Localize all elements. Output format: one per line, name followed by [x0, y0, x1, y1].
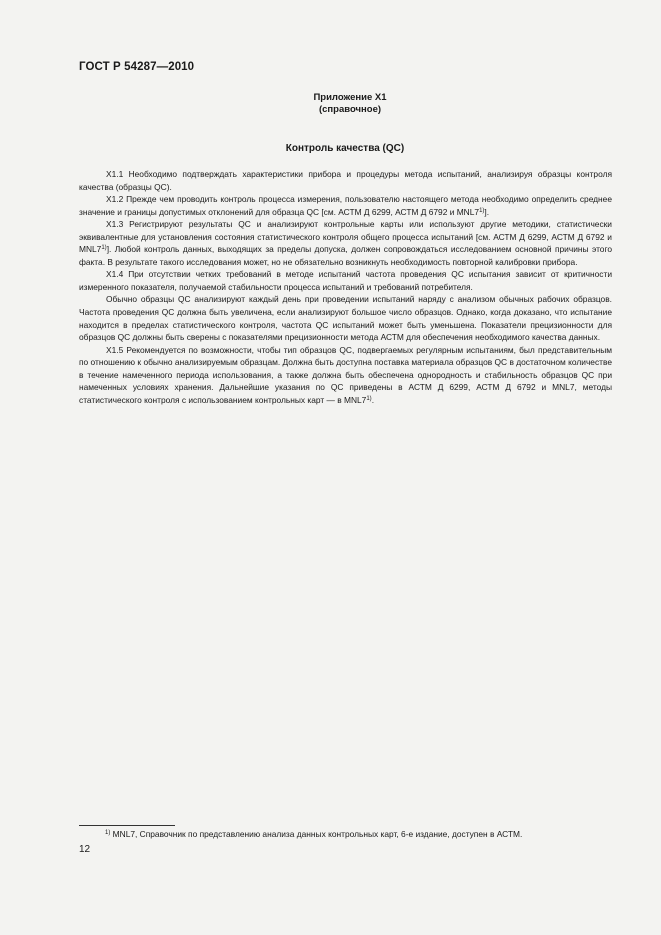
footnote-ref: 1)	[479, 207, 485, 214]
footnote	[105, 829, 625, 840]
footnote-marker: 1)	[105, 830, 111, 836]
appendix-heading	[290, 92, 410, 116]
page-number: 12	[79, 844, 91, 855]
paragraph-x1-4: X1.4 При отсутствии четких требований в методе испытаний частота проведения QC испытания зависит от критичности измеренного показателя, получаемой стабильности процесса испытаний и требований потребителя.	[79, 269, 612, 292]
body-text	[79, 168, 612, 406]
paragraph-x1-5: X1.5 Рекомендуется по возможности, чтобы тип образцов QC, подвергаемых регулярным испытаниям, был представительным по отношению к обычно анализируемым образцам. Должна быть доступна поставка материала образцов QC в достаточном количестве в течение намеченного периода использования, а также должна быть обеспечена однородность и стабильность образцов QC при намеченных условиях хранения. Дальнейшие указания по QC приведены в АСТМ Д 6299, АСТМ Д 6792 и MNL7, методы статистического контроля с использованием контрольных карт — в MNL7$^{1)}$.	[79, 344, 612, 405]
paragraph-x1-3: X1.3 Регистрируют результаты QC и анализируют контрольные карты или используют другие методики, статистически эквивалентные для установления состояния статистического контроля общего процесса испытаний [см. АСТМ Д 6299, АСТМ Д 6792 и MNL7$^{1)}$]. Любой контроль данных, выходящих за пределы допуска, должен сопровождаться исследованием основной причины этого факта. В результате такого исследования может, но не обязательно возникнуть необходимость повторной калибровки прибора.	[79, 219, 612, 267]
footnote-ref: 1)	[366, 395, 372, 402]
paragraph-x1-2: X1.2 Прежде чем проводить контроль процесса измерения, пользователю настоящего метода необходимо определить среднее значение и границы допустимых отклонений для образца QC [см. АСТМ Д 6299, АСТМ Д 6792 и MNL7$^{1)}$].	[79, 194, 612, 217]
footnote-divider	[79, 825, 175, 826]
paragraph-x1-1: X1.1 Необходимо подтверждать характеристики прибора и процедуры метода испытаний, анализируя образцы контроля качества (образцы QC).	[79, 169, 612, 192]
standard-code: ГОСТ Р 54287—2010	[79, 61, 195, 73]
appendix-subtitle: (справочное)	[318, 104, 382, 115]
footnote-ref: 1)	[101, 245, 107, 252]
footnote-text: MNL7, Справочник по представлению анализа данных контрольных карт, 6-е издание, доступен в АСТМ.	[110, 829, 523, 839]
section-title: Контроль качества (QC)	[285, 143, 405, 154]
appendix-title: Приложение X1	[313, 92, 387, 103]
paragraph-qc-frequency: Обычно образцы QC анализируют каждый день при проведении испытаний наряду с анализом обычных рабочих образцов. Частота проведения QC должна быть увеличена, если анализируют большое число образцов. Однако, когда доказано, что испытание находится в пределах статистического контроля, частота QC испытаний может быть уменьшена. Показатели прецизионности для образцов QC должны быть сверены с показателями прецизионности метода АСТМ для обеспечения необходимого качества данных.	[79, 294, 612, 343]
